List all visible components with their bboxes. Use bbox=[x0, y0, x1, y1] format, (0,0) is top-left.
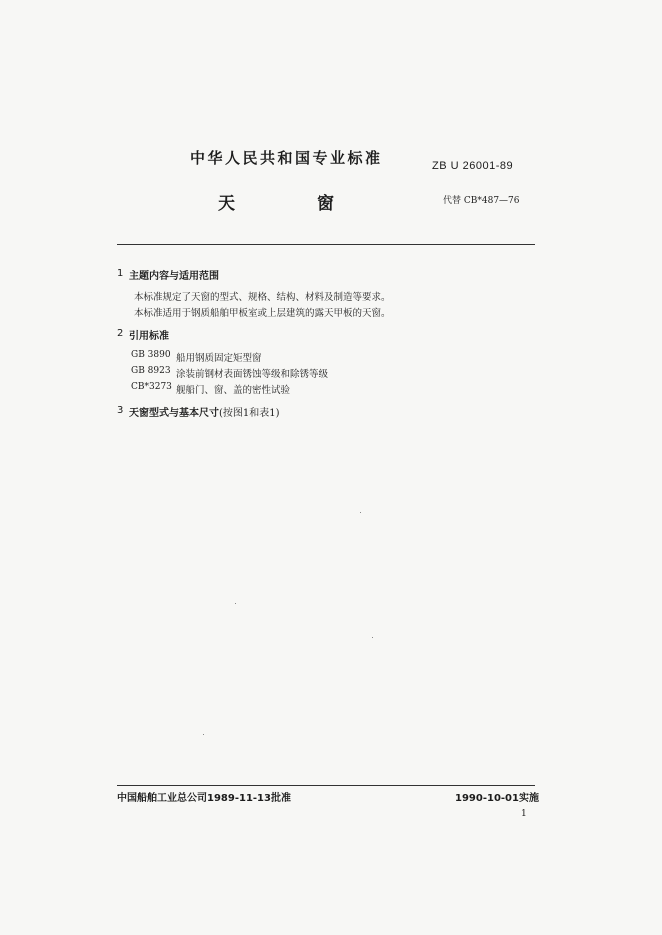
page-number: 1 bbox=[521, 809, 527, 819]
effective-date: 1990-10-01实施 bbox=[455, 793, 539, 804]
standard-code: ZB U 26001-89 bbox=[432, 160, 514, 172]
section-2-title: 引用标准 bbox=[129, 331, 169, 342]
document-title-part2: 窗 bbox=[317, 194, 334, 214]
section-1-title: 主题内容与适用范围 bbox=[129, 271, 219, 282]
section-3-number: 3 bbox=[117, 405, 124, 416]
footer-divider bbox=[117, 785, 535, 786]
scan-speck bbox=[372, 637, 373, 638]
approval-date: 中国船舶工业总公司1989-11-13批准 bbox=[117, 793, 291, 804]
section-2-number: 2 bbox=[117, 328, 124, 339]
section-1-paragraph: 本标准规定了天窗的型式、规格、结构、材料及制造等要求。 bbox=[134, 292, 391, 303]
reference-title: 舰船门、窗、盖的密性试验 bbox=[176, 385, 291, 396]
document-title-part1: 天 bbox=[218, 194, 235, 214]
standard-category: 中华人民共和国专业标准 bbox=[190, 149, 383, 167]
scan-speck bbox=[203, 734, 204, 735]
header-divider bbox=[117, 244, 535, 245]
section-1-paragraph: 本标准适用于钢质船舶甲板室或上层建筑的露天甲板的天窗。 bbox=[134, 308, 391, 319]
section-3-title bbox=[129, 404, 280, 419]
reference-code: CB*3273 bbox=[131, 382, 172, 392]
section-3-title-text: 天窗型式与基本尺寸 bbox=[129, 408, 219, 419]
replaces-standard: 代替 CB*487—76 bbox=[443, 196, 520, 206]
reference-code: GB 8923 bbox=[131, 366, 171, 376]
scan-speck bbox=[235, 603, 236, 604]
scan-speck bbox=[360, 512, 361, 513]
section-3-note: (按图1和表1) bbox=[219, 408, 280, 419]
reference-code: GB 3890 bbox=[131, 350, 171, 360]
section-1-number: 1 bbox=[117, 268, 124, 279]
reference-title: 船用钢质固定矩型窗 bbox=[176, 353, 262, 364]
reference-title: 涂装前钢材表面锈蚀等级和除锈等级 bbox=[176, 369, 329, 380]
